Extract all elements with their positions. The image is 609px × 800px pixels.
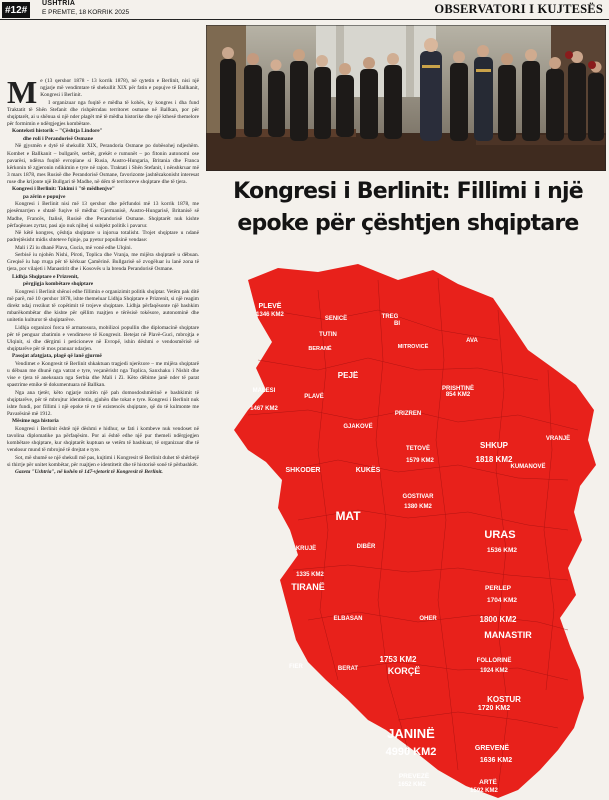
map-region-label: OHER bbox=[419, 616, 437, 622]
map-region-label: BI bbox=[394, 321, 400, 327]
map-region-label: TIRANË bbox=[291, 582, 325, 592]
map-region-label: PRISHTINË bbox=[441, 386, 475, 392]
map-region-label: MANASTIR bbox=[484, 630, 532, 640]
map-region-label: VRANJË bbox=[545, 436, 571, 442]
map-of-albanian-vilayets bbox=[208, 250, 608, 800]
map-region-label: 1346 KM2 bbox=[256, 312, 284, 318]
map-region-label: JANINË bbox=[387, 726, 435, 741]
map-region-label: KORÇË bbox=[387, 666, 421, 676]
map-region-label: 1380 KM2 bbox=[404, 504, 432, 510]
map-region-label: KUMANOVË bbox=[510, 464, 546, 470]
map-region-label: MAT bbox=[335, 509, 361, 523]
section-title: OBSERVATORI I KUJTESËS bbox=[434, 2, 603, 16]
map-region-label: 1467 KM2 bbox=[250, 406, 278, 412]
map-region-label: 1636 KM2 bbox=[479, 757, 513, 764]
map-region-label: GOSTIVAR bbox=[402, 494, 434, 500]
paragraph: Vendimet e Kongresit të Berlinit shkaktuan tragjedi njerëzore – me mijëra shqiptarë u dëbuan me dhunë nga vatrat e tyre, veçanërisht nga Toplica, Sanxhaku i Nishit dhe vise e tjera të aneksuara nga Serbia dhe Mali i Zi. Këto dëbime janë nder të parat spastrime etnike të dokumentuara në Ballkan. bbox=[7, 360, 199, 389]
paragraph: Kongresi i Berlinit nisi më 13 qershor dhe përfundoi më 13 korrik 1878, me pjesëmarrjen e shtatë fuqive të mëdha: Gjermanisë, Austro-Hungarisë, Britanisë së Madhe, Francës, Italisë, Rusisë dhe Perandorisë Osmane. Shqiptarët nuk kishte përfaqësues zyrtar, pasi ajo nuk njihej si subjekt politik i pavarur. bbox=[7, 201, 199, 229]
paragraph: Në gjysmën e dytë të shekullit XIX, Perandoria Osmane po dobësohej ndjeshëm. Kombet e Ballkanit – bullgarët, serbët, grekët e rumunët – po fitonin autonomi ose pavarësi, ndërsa fuqitë evropiane si Rusia, Austro-Hungaria, Britania dhe Franca kërkonin të zgjeronin ndikimin e tyre në rajon. Traktati i Shën Stefanit, i nënshkruar më 3 mars 1878, mes Rusisë dhe Perandorisë Osmane, favorizonte jashtëzakonisht interesat ruse dhe krijonte një Bullgari të Madhe, në dëm të territoreve shqiptare dhe të tjera. bbox=[7, 143, 199, 185]
map-region-label: ELBASAN bbox=[333, 616, 363, 622]
map-region-label: SHKODER bbox=[285, 467, 321, 474]
map-region-label: PLEVË bbox=[258, 303, 282, 310]
headline-line-2: epoke për çështjen shqiptare bbox=[237, 211, 579, 236]
map-region-label: AVA bbox=[466, 338, 478, 344]
map-region-label: DIBËR bbox=[356, 544, 376, 550]
map-region-label: 1536 KM2 bbox=[487, 547, 517, 554]
subheading: Mësime nga historia bbox=[12, 418, 59, 425]
paper-name: USHTRIA bbox=[42, 0, 76, 7]
headline-line-1: Kongresi i Berlinit: Fillimi i një bbox=[233, 179, 583, 204]
map-region-label: GREVENË bbox=[474, 745, 510, 752]
map-region-label: FIER bbox=[289, 664, 303, 670]
map-region-label: 1753 KM2 bbox=[379, 655, 417, 664]
map-region-label: KUKËS bbox=[355, 467, 381, 474]
map-region-label: MITROVICË bbox=[397, 344, 429, 350]
map-region-label: 1924 KM2 bbox=[480, 668, 508, 674]
subheading: përgjigja kombëtare shqiptare bbox=[23, 281, 94, 288]
map-region-label: 4990 KM2 bbox=[385, 746, 437, 758]
map-region-label: BERAT bbox=[337, 666, 359, 672]
paragraph: Serbisë iu njohën Nishi, Piroti, Toplica dhe Vranja, me mijëra shqiptarë u dëbuan. Greqisë iu hap rruga për të kërkuar Çamërinë. Bullgarisë së zvogëluar iu lanë zona të tjera, por vilajeti i Manastirit dhe i Kosovës u la brenda Perandorisë Osmane. bbox=[7, 252, 199, 273]
masthead bbox=[0, 0, 609, 20]
congress-painting bbox=[206, 25, 606, 171]
map-region-label: PREVEZË bbox=[398, 773, 430, 780]
map-region-label: 1800 KM2 bbox=[479, 615, 517, 624]
map-region-label: PERLEP bbox=[484, 585, 512, 592]
map-region-label: 854 KM2 bbox=[445, 392, 471, 398]
subheading: dhe roli i Perandorisë Osmane bbox=[23, 135, 93, 142]
map-region-label: 1579 KM2 bbox=[406, 458, 434, 464]
subheading: Kongresi i Berlinit: Takimi i "të mëdhenjve" bbox=[12, 186, 115, 193]
paragraph: Mali i Zi iu dhanë Plava, Gucia, më vonë edhe Ulqini. bbox=[15, 244, 132, 251]
map-region-label: KOSTUR bbox=[487, 695, 521, 704]
headline bbox=[208, 176, 608, 240]
map-region-label: TREG bbox=[381, 314, 399, 320]
map-region-label: BERANË bbox=[308, 346, 332, 352]
subheading: pa zërin e popujve bbox=[23, 193, 66, 200]
paragraph: Nga ana tjetër, këto ngjarje nxitën një pah domosdoshmërinë e bashkimit të shqiptarëve, për të mbrojtur identitetin, gjuhën dhe tokat e tyre. Kongresi i Berlinit nuk ishte fundi, por fillimi i një epoke të re të ezistencës shqiptare, që do të kulmonte me Pavarësinë më 1912. bbox=[7, 389, 199, 417]
subheading: Konteksti historik – "Çështja Lindore" bbox=[12, 128, 103, 135]
map-region-label: 1652 KM2 bbox=[398, 782, 426, 788]
map-region-label: 1592 KM2 bbox=[470, 788, 498, 794]
article-credit: Gazeta "Ushtria", në kohën të 147-vjetorit të Kongresit të Berlinit. bbox=[15, 469, 163, 476]
map-region-label: PRIZREN bbox=[394, 411, 422, 417]
intro-text: e (13 qershor 1878 - 13 korrik 1878), në qytetin e Berlinit, nisi një ngjarje më vendimtare të shekullit XIX për fatin e popujve të Ballkanit, Kongresi i Berlinit. bbox=[40, 78, 199, 99]
map-region-label: MALESI bbox=[252, 388, 276, 394]
map-region-label: URAS bbox=[484, 529, 516, 541]
page-number: #12# bbox=[2, 2, 30, 18]
map-region-label: SHKUP bbox=[479, 441, 509, 450]
map-region-label: FOLLORINË bbox=[476, 658, 512, 664]
map-region-label: 1704 KM2 bbox=[487, 597, 517, 604]
paragraph: Lidhja organizoi forca të armatosura, mobilizoi popullin dhe diplomacinë shqiptare për të penguar zbatimin e vendimeve të Kongresit. Betejat në Plavë-Guci, mbrojtja e Ulqinit, si dhe dërgimi i peticioneve në Evropë, ishin dëshmi e vendosmërisë së shqiptarëve për të mos pranuar ndarjen. bbox=[7, 324, 199, 352]
map-region-label: GJAKOVË bbox=[343, 424, 373, 430]
paragraph: I organizuar nga fuqitë e mëdha të kohës, ky kongres i dha fund Traktatit të Shën Stefanit dhe rishpërndau territoret osmane në Ballkan, por për shqiptarët, ai u shënua si një nder plagët më të mëdha historike dhe një kthesë themelore për formimin e ndërgjegjes kombëtare. bbox=[7, 99, 199, 127]
map-region-label: SENICË bbox=[324, 316, 348, 322]
issue-date: E PREMTE, 18 KORRIK 2025 bbox=[42, 9, 130, 16]
map-region-label: 1335 KM2 bbox=[296, 572, 324, 578]
subheading: Pasojat afatgjata, plagë që lanë gjurmë bbox=[12, 353, 102, 360]
map-svg bbox=[208, 250, 608, 800]
subheading: Lidhja Shqiptare e Prizrenit, bbox=[12, 273, 79, 280]
map-region-label: TUTIN bbox=[319, 332, 337, 338]
map-region-label: 1818 KM2 bbox=[475, 455, 513, 464]
paragraph: Sot, më shumë se një shekull më pas, kujtimi i Kongresit të Berlinit duhet të shërbejë si thirrje për unitet kombëtar, për ruajtjen e identitetit dhe të historisë sonë të përbashkët. bbox=[7, 454, 199, 468]
paragraph: Në këtë kongres, çështja shqiptare u injorua totalisht. Trojet shqiptare u ndanë padrejtësisht midis shteteve fqinje, pa pyetur popullsinë vendase: bbox=[7, 230, 199, 244]
map-region-label: PEJË bbox=[337, 371, 359, 380]
drop-cap: M bbox=[7, 78, 38, 110]
article-intro bbox=[7, 78, 199, 110]
article-body bbox=[7, 78, 199, 798]
map-region-label: PLAVË bbox=[304, 394, 324, 400]
map-region-label: ARTË bbox=[479, 779, 497, 786]
map-region-label: TETOVË bbox=[406, 446, 430, 452]
map-region-label: 1720 KM2 bbox=[477, 705, 511, 712]
paragraph: Kongresi i Berlinit është një dëshmi e hidhur, se fati i kombeve nuk vendoset në tavolina diplomatike pa përfaqësim. Por ai është edhe një pur themeli ndërgjegjen kombëtare shqiptare, kur shqiptarët kuptuan se vetëm të bashkuar, të organizuar dhe të vendosur mund të mbrojnë të drejtat e tyre. bbox=[7, 425, 199, 454]
paragraph: Kongresi i Berlinit shënoi edhe fillimin e organizimit politik shqiptar. Vetëm pak ditë më parë, më 10 qershor 1878, ishte themeluar Lidhja Shqiptare e Prizrenit, si një reagim direkt ndaj rrezikut të copëtimit të trojeve shqiptare. Lidhja përfaqësonte një bashkim mbarëkombëtar dhe kishte për qëllim ruajtjen e tërësisë tokësore, autonominë dhe unitetin kulturor të shqiptarëve. bbox=[7, 288, 199, 324]
map-region-label: KRUJË bbox=[295, 546, 317, 552]
